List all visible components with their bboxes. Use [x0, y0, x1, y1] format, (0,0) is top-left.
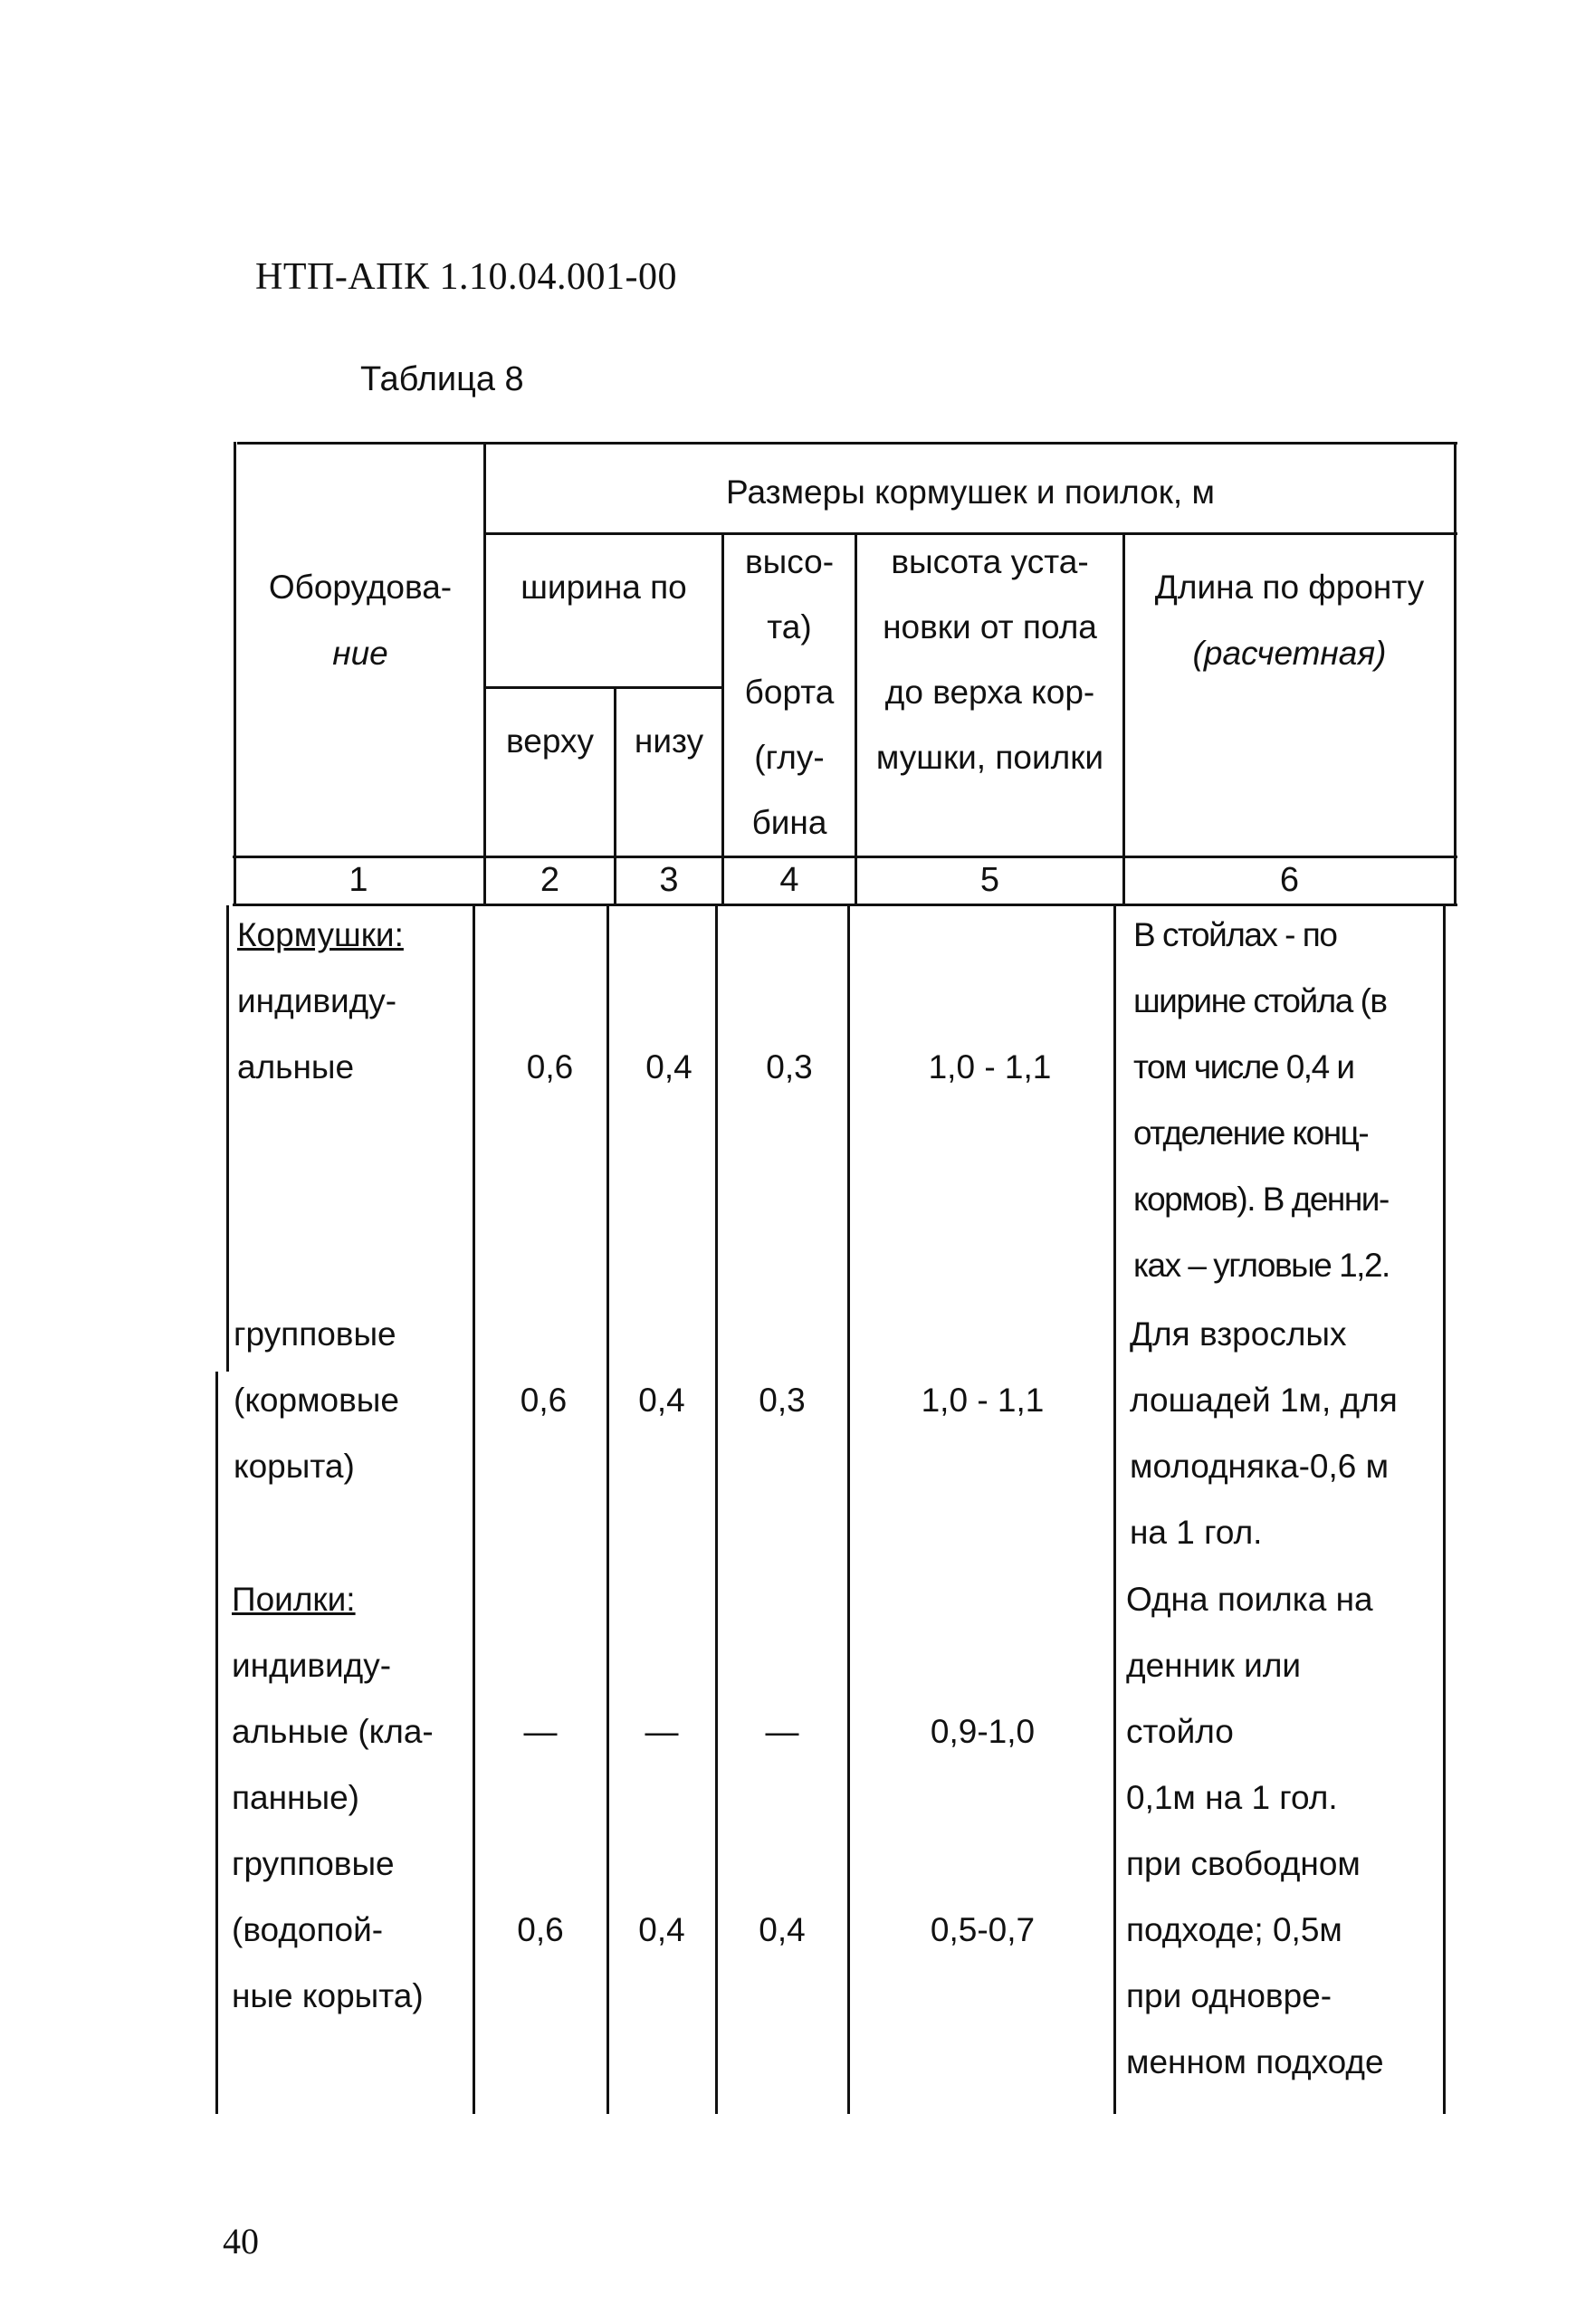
page-number: 40 — [223, 2221, 259, 2262]
col-number-2: 2 — [540, 861, 560, 899]
feeder-group-name: групповые (кормовые корыта) — [234, 1315, 399, 1485]
header-side-height: высо- та) борта (глу- бина — [744, 543, 835, 841]
header-width-top: верху — [506, 722, 594, 760]
feeder-group-top: 0,6 — [520, 1382, 568, 1419]
feeder-group-bottom: 0,4 — [638, 1382, 685, 1419]
col-number-5: 5 — [979, 861, 1000, 899]
drinker-individual-name: индивиду- альные (кла- панные) — [232, 1647, 434, 1816]
feeder-individual-front: В стойлах - по ширине стойла (в том числе 0,4 и отделение конц- кормов). В денни- ках – угловые 1,2. — [1133, 916, 1390, 1284]
feeder-individual-top: 0,6 — [526, 1048, 574, 1085]
feeder-individual-bottom: 0,4 — [645, 1048, 692, 1085]
header-width-by: ширина по — [521, 569, 687, 606]
doc-code: НТП-АПК 1.10.04.001-00 — [255, 256, 677, 298]
drinker-individual-top: — — [523, 1713, 558, 1750]
drinker-group-name: групповые (водопой- ные корыта) — [232, 1845, 424, 2014]
drinker-group-depth: 0,4 — [759, 1911, 806, 1948]
feeders-heading: Кормушки: — [237, 916, 404, 953]
header-width-bottom: низу — [634, 722, 704, 760]
drinker-individual-front: Одна поилка на денник или стойло 0,1м на 1 гол. — [1126, 1581, 1373, 1816]
feeder-group-height: 1,0 - 1,1 — [921, 1382, 1045, 1419]
drinkers-heading: Поилки: — [232, 1581, 356, 1618]
drinker-group-height: 0,5-0,7 — [930, 1911, 1036, 1948]
col-number-1: 1 — [349, 861, 368, 899]
table-left-border-body — [226, 905, 229, 1372]
table-caption: Таблица 8 — [360, 360, 524, 398]
table-top-border — [237, 442, 1457, 445]
col-number-3: 3 — [659, 861, 679, 899]
feeder-individual-depth: 0,3 — [766, 1048, 813, 1085]
table-left-border — [234, 442, 236, 905]
drinker-individual-bottom: — — [645, 1713, 679, 1750]
col-number-4: 4 — [779, 861, 799, 899]
table-right-border-body — [1443, 905, 1446, 2114]
header-equipment: Оборудова- ние — [268, 569, 453, 672]
width-subheader-rule — [486, 686, 721, 689]
feeder-individual-height: 1,0 - 1,1 — [928, 1048, 1052, 1085]
header-front-length: Длина по фронту (расчетная) — [1154, 569, 1425, 672]
drinker-individual-depth: — — [765, 1713, 799, 1750]
header-mount-height: высота уста- новки от пола до верха кор- мушки, поилки — [875, 543, 1104, 776]
col-number-6: 6 — [1279, 861, 1300, 899]
header-group-dimensions: Размеры кормушек и поилок, м — [726, 473, 1215, 511]
feeder-individual-name: индивиду- альные — [237, 982, 397, 1085]
feeder-group-front: Для взрослых лошадей 1м, для молодняка-0,6 м на 1 гол. — [1130, 1315, 1398, 1551]
drinker-group-front: при свободном подходе; 0,5м при одновре- менном подходе — [1126, 1845, 1384, 2080]
feeder-group-depth: 0,3 — [759, 1382, 806, 1419]
table-left-border-body-lower — [215, 1372, 218, 2114]
drinker-group-top: 0,6 — [517, 1911, 564, 1948]
drinker-group-bottom: 0,4 — [638, 1911, 685, 1948]
drinker-individual-height: 0,9-1,0 — [930, 1713, 1036, 1750]
